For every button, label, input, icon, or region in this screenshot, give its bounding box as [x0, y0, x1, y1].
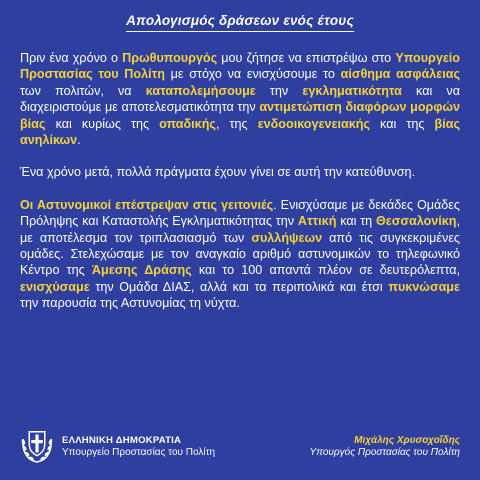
highlighted-text: εγκληματικότητα [302, 83, 402, 98]
signer-role: Υπουργός Προστασίας του Πολίτη [309, 447, 460, 458]
highlighted-text: ενισχύσαμε [20, 279, 90, 294]
page-title: Απολογισμός δράσεων ενός έτους [126, 13, 354, 32]
highlighted-text: Πρωθυπουργός [122, 51, 218, 65]
paragraph-2 [20, 164, 460, 180]
highlighted-text: Άμεσης Δράσης [91, 263, 192, 278]
paragraph-3 [20, 197, 460, 312]
body-text-run: , της [215, 116, 258, 131]
title-container [0, 12, 480, 32]
body-text-run: . Ενισχύσαμε με δεκάδες Ομάδες Πρόληψης και Καταστολής Εγκληματικότητας την [20, 197, 460, 229]
body-text-run: και κυρίως της [45, 116, 160, 131]
state-name: ΕΛΛΗΝΙΚΗ ΔΗΜΟΚΡΑΤΙΑ [62, 435, 182, 446]
body-text-run: , με αποτέλεσμα τον τριπλασιασμό των [20, 214, 460, 245]
signer-name: Μιχάλης Χρυσοχοΐδης [354, 435, 460, 446]
highlighted-text: Υπουργείο Προστασίας του Πολίτη [20, 51, 460, 82]
body-text-run: την Ομάδα ΔΙΑΣ, αλλά και τα περιπολικά και έτσι [89, 279, 389, 294]
body-text-run: των πολιτών, να [20, 83, 146, 98]
body-text-run: την [255, 83, 303, 98]
paragraph-1 [20, 50, 460, 148]
body-text-run: και να διαχειριστούμε με αποτελεσματικότητα την [20, 83, 460, 115]
highlighted-text: καταπολεμήσουμε [145, 83, 256, 98]
highlighted-text: βίας ανηλίκων [20, 116, 460, 148]
ministry-name: Υπουργείο Προστασίας του Πολίτη [62, 447, 216, 458]
body-text-run: και της [369, 116, 435, 131]
body-text [20, 50, 460, 328]
body-text-run: την παρουσία της Αστυνομίας τη νύχτα. [20, 296, 240, 311]
body-text-run: και τη [336, 214, 376, 229]
body-text-run: μου ζήτησε να επιστρέψω στο [217, 51, 396, 65]
highlighted-text: αντιμετώπιση διαφόρων μορφών βίας [20, 100, 460, 131]
highlighted-text: Αττική [297, 214, 337, 229]
footer [20, 426, 460, 466]
highlighted-text: αίσθημα ασφάλειας [340, 67, 460, 82]
greek-coat-of-arms-icon [20, 426, 54, 464]
body-text-run: Πριν ένα χρόνο ο [20, 51, 123, 65]
ministry-block [62, 435, 215, 459]
highlighted-text: Θεσσαλονίκη [375, 214, 457, 229]
body-text-run: και το 100 απαντά πλέον σε δευτερόλεπτα, [191, 263, 461, 278]
body-text-run: . [77, 133, 81, 148]
highlighted-text: πυκνώσαμε [388, 279, 460, 294]
body-text-run: από τις συγκεκριμένες ομάδες. Στελεχώσαμε με τον αναγκαίο αριθμό αστυνομικών το τηλεφωνικό Κέντρο της [20, 230, 460, 278]
highlighted-text: Οι Αστυνομικοί επέστρεψαν στις γειτονιές [20, 197, 274, 212]
body-text-run: Ένα χρόνο μετά, πολλά πράγματα έχουν γίνει σε αυτή την κατεύθυνση. [20, 165, 416, 180]
signature-block [310, 435, 460, 459]
highlighted-text: συλλήψεων [251, 230, 323, 245]
body-text-run: με στόχο να ενισχύσουμε το [164, 67, 341, 82]
highlighted-text: ενδοοικογενειακής [257, 116, 370, 131]
highlighted-text: οπαδικής [159, 116, 216, 131]
